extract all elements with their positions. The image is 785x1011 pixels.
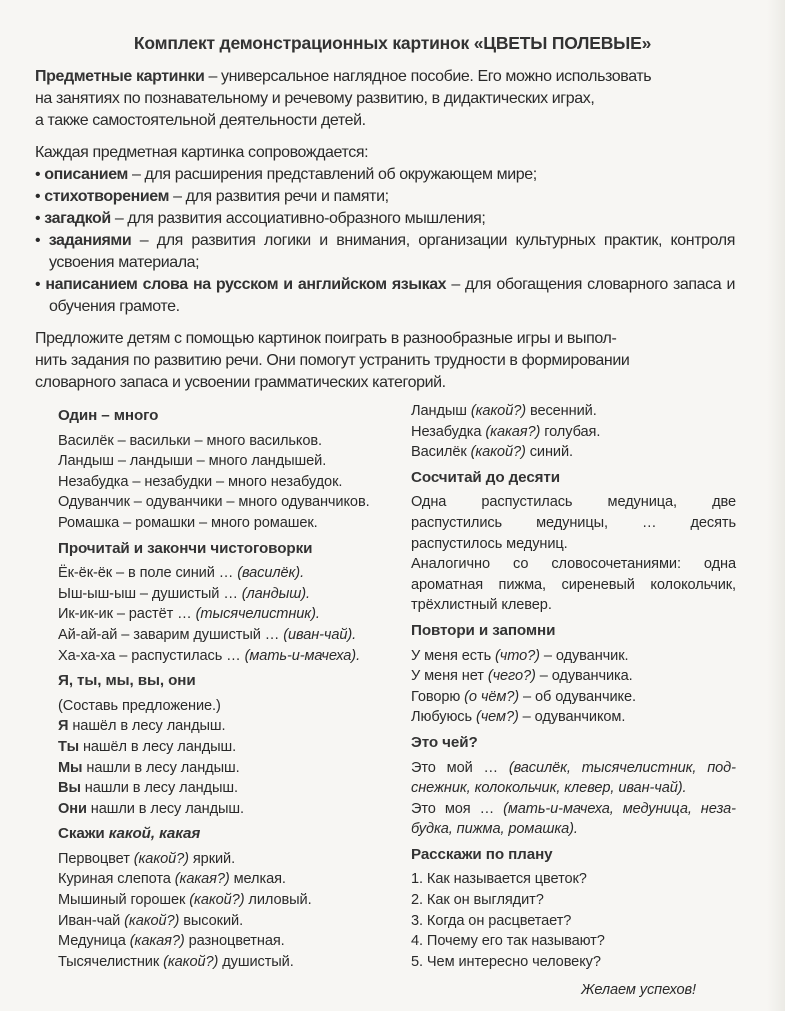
text-segment: • <box>35 188 45 205</box>
exercise-line <box>411 442 736 463</box>
bold-text: описанием <box>44 166 128 183</box>
bold-text: Вы <box>58 780 81 797</box>
exercise-line <box>58 625 398 646</box>
suggestion-paragraph <box>35 328 735 394</box>
text-segment: Медуница <box>58 933 130 950</box>
exercise-line <box>58 563 398 584</box>
exercise-line <box>411 554 736 616</box>
text-segment: 1. Как называется цветок? <box>411 871 587 888</box>
exercise-line <box>58 716 398 737</box>
bold-text: Предметные картинки <box>35 68 205 85</box>
section-heading <box>58 539 398 560</box>
text-segment: 5. Чем интересно человеку? <box>411 953 601 970</box>
exercise-line <box>58 931 398 952</box>
exercise-line <box>58 758 398 779</box>
text-segment: 3. Когда он расцветает? <box>411 912 572 929</box>
text-segment: Ромашка – ромашки – много ромашек. <box>58 514 318 531</box>
exercise-section <box>411 401 736 463</box>
text-segment: Предложите детям с помощью картинок поиграть в разнообразные игры и выпол- <box>35 330 617 347</box>
exercise-line <box>411 646 736 667</box>
italic-text: (какой?) <box>124 912 180 929</box>
text-segment: • <box>35 232 49 249</box>
text-segment: Куриная слепота <box>58 871 175 888</box>
text-segment: Одна распустилась медуница, две распустились медуницы, … десять распустилось медуниц. <box>411 494 736 552</box>
text-segment: синий. <box>525 444 573 461</box>
exercise-section <box>411 845 736 973</box>
text-segment: 2. Как он выглядит? <box>411 892 544 909</box>
text-segment: Первоцвет <box>58 850 134 867</box>
italic-text: (какая?) <box>485 423 541 440</box>
exercise-line <box>58 604 398 625</box>
bold-text: заданиями <box>48 232 132 249</box>
text-segment: (Составь предложение.) <box>58 697 221 714</box>
text-segment: нашёл в лесу ландыш. <box>68 718 226 735</box>
text-segment: высокий. <box>179 912 244 929</box>
italic-text: (какой?) <box>133 850 189 867</box>
exercise-section <box>58 539 398 667</box>
text-segment: Говорю <box>411 688 465 705</box>
text-segment: У меня есть <box>411 647 496 664</box>
left-column <box>58 406 398 972</box>
text-line <box>35 372 735 394</box>
features-list <box>35 142 735 318</box>
exercise-section <box>411 733 736 840</box>
exercise-line <box>58 799 398 820</box>
text-segment: Аналогично со словосочетаниями: одна ароматная пижма, сиреневый колокольчик, трёхлистный клевер. <box>411 556 736 614</box>
italic-text: (какой?) <box>470 444 526 461</box>
bold-text: Они <box>58 800 87 817</box>
text-segment: Ыш-ыш-ыш – душистый … <box>58 585 242 602</box>
text-segment: Ландыш – ландыши – много ландышей. <box>58 453 327 470</box>
text-segment: 4. Почему его так называют? <box>411 933 605 950</box>
text-line <box>35 328 735 350</box>
text-segment: яркий. <box>188 850 236 867</box>
italic-text: (о чём?) <box>464 688 520 705</box>
text-segment: нашли в лесу ландыш. <box>82 759 240 776</box>
text-line <box>35 110 735 132</box>
text-segment: Это мой … <box>411 759 509 776</box>
exercise-line <box>411 492 736 554</box>
exercise-line <box>58 869 398 890</box>
text-segment: весенний. <box>526 403 597 419</box>
exercise-line <box>58 952 398 973</box>
bullet-item <box>35 186 735 208</box>
exercise-line <box>411 911 736 932</box>
text-line <box>35 66 735 88</box>
intro-paragraph <box>35 66 735 132</box>
exercise-line <box>58 890 398 911</box>
page-body <box>0 54 785 1011</box>
right-column <box>411 401 736 1001</box>
text-segment: – универсальное наглядное пособие. Его можно использовать <box>204 68 652 85</box>
text-segment: У меня нет <box>411 668 488 685</box>
section-heading <box>58 406 398 427</box>
exercise-line <box>411 799 736 840</box>
text-segment: Незабудка – незабудки – много незабудок. <box>58 473 343 490</box>
italic-text: (ландыш). <box>241 585 310 602</box>
exercise-line <box>58 696 398 717</box>
exercise-line <box>58 472 398 493</box>
text-segment: Ёк-ёк-ёк – в поле синий … <box>58 565 238 582</box>
exercise-line <box>58 646 398 667</box>
italic-text: (какой?) <box>189 892 245 909</box>
bold-text: Я <box>58 718 69 735</box>
exercise-line <box>58 513 398 534</box>
text-segment: • <box>35 166 45 183</box>
text-segment: мелкая. <box>229 871 286 888</box>
exercise-line <box>411 401 736 422</box>
text-segment: нашёл в лесу ландыш. <box>79 738 237 755</box>
italic-text: (тысячелистник). <box>195 606 320 623</box>
italic-text: (что?) <box>495 647 540 664</box>
italic-text: (василёк). <box>237 565 305 582</box>
text-segment: нить задания по развитию речи. Они помогут устранить трудности в формировании <box>35 352 630 369</box>
bold-text: загадкой <box>44 210 111 227</box>
text-segment: разноцветная. <box>184 933 285 950</box>
text-segment: Повтори и запомни <box>411 621 556 639</box>
italic-text: (какой?) <box>470 403 526 419</box>
text-segment: Любуюсь <box>411 709 476 726</box>
text-segment: нашли в лесу ландыш. <box>86 800 244 817</box>
text-segment: Василёк <box>411 444 471 461</box>
bold-text: Ты <box>58 738 79 755</box>
italic-text: какой, какая <box>108 825 201 843</box>
italic-text: (чего?) <box>487 668 536 685</box>
bullet-item <box>35 208 735 230</box>
text-segment: Незабудка <box>411 423 486 440</box>
text-segment: нашли в лесу ландыш. <box>80 780 238 797</box>
text-segment: • <box>35 210 45 227</box>
italic-text: (какой?) <box>163 953 219 970</box>
text-segment: – одуванчиком. <box>518 709 626 726</box>
text-segment: Скажи <box>58 825 109 843</box>
text-segment: – одуванчик. <box>539 647 629 664</box>
text-segment: Одуванчик – одуванчики – много одуванчиков. <box>58 494 370 511</box>
text-segment: Сосчитай до десяти <box>411 468 560 486</box>
italic-text: (какая?) <box>129 933 185 950</box>
exercise-line <box>411 869 736 890</box>
exercise-line <box>411 952 736 973</box>
text-segment: лиловый. <box>244 892 312 909</box>
italic-text: (мать-и-мачеха). <box>244 647 361 664</box>
exercise-line <box>411 687 736 708</box>
text-segment: – об одуванчике. <box>519 688 636 705</box>
section-heading <box>411 621 736 642</box>
text-segment: – для развития речи и памяти; <box>169 188 389 205</box>
exercise-line <box>58 584 398 605</box>
bold-text: Мы <box>58 759 83 776</box>
text-segment: Это моя … <box>411 800 504 817</box>
section-heading <box>58 824 398 845</box>
text-segment: Иван-чай <box>58 912 125 929</box>
text-segment: Ик-ик-ик – растёт … <box>58 606 196 623</box>
text-segment: словарного запаса и усвоении грамматических категорий. <box>35 374 446 391</box>
text-segment: • <box>35 276 46 293</box>
exercise-section <box>411 621 736 728</box>
exercise-line <box>58 737 398 758</box>
text-segment: Расскажи по плану <box>411 845 553 863</box>
text-segment: голубая. <box>540 423 601 440</box>
exercise-line <box>411 758 736 799</box>
text-segment: на занятиях по познавательному и речевому развитию, в дидактических играх, <box>35 90 595 107</box>
section-heading <box>411 733 736 754</box>
italic-text: (какая?) <box>174 871 230 888</box>
bullet-item <box>35 230 735 274</box>
text-segment: Василёк – васильки – много васильков. <box>58 432 323 449</box>
section-heading <box>58 671 398 692</box>
text-segment: Каждая предметная картинка сопровождается: <box>35 144 369 161</box>
exercise-line <box>411 890 736 911</box>
exercise-line <box>411 707 736 728</box>
text-segment: – одуванчика. <box>535 668 633 685</box>
exercise-line <box>411 931 736 952</box>
exercise-line <box>58 911 398 932</box>
bullet-item <box>35 274 735 318</box>
exercise-line <box>58 778 398 799</box>
exercise-section <box>411 468 736 616</box>
text-segment: Один – много <box>58 407 159 424</box>
text-segment: – для обогащения словарного запаса и обучения грамоте. <box>49 276 735 315</box>
section-heading <box>411 468 736 489</box>
italic-text: (иван-чай). <box>283 626 357 643</box>
text-segment: – для расширения представлений об окружающем мире; <box>127 166 537 183</box>
exercise-line <box>411 422 736 443</box>
bold-text: написанием слова на русском и английском языках <box>45 276 447 293</box>
closing-wish: Желаем успехов! <box>581 982 696 999</box>
italic-text: (мать-и-мачеха, медуница, незабудка, пижма, ромашка). <box>411 800 737 838</box>
italic-text: (чем?) <box>475 709 519 726</box>
page-title: Комплект демонстрационных картинок «ЦВЕТЫ ПОЛЕВЫЕ» <box>133 33 652 53</box>
exercise-line <box>58 492 398 513</box>
exercise-section <box>58 671 398 819</box>
text-line <box>35 88 735 110</box>
text-segment: Тысячелистник <box>58 953 164 970</box>
text-line <box>35 142 735 164</box>
text-segment: Мышиный горошек <box>58 892 190 909</box>
text-segment: Это чей? <box>411 733 478 751</box>
text-line <box>35 350 735 372</box>
text-segment: – для развития ассоциативно-образного мышления; <box>110 210 486 227</box>
text-segment: – для развития логики и внимания, организации культурных практик, контроля усвоения материала; <box>49 232 735 271</box>
exercise-line <box>58 451 398 472</box>
text-segment: Ха-ха-ха – распустилась … <box>58 647 245 664</box>
text-segment: а также самостоятельной деятельности детей. <box>35 112 366 129</box>
bullet-item <box>35 164 735 186</box>
exercise-columns <box>35 403 737 1001</box>
exercise-line <box>58 431 398 452</box>
text-segment: Я, ты, мы, вы, они <box>58 672 196 690</box>
exercise-section <box>58 406 398 534</box>
text-segment: Ай-ай-ай – заварим душистый … <box>58 626 284 643</box>
text-segment: Прочитай и закончи чистоговорки <box>58 539 313 557</box>
text-segment: Ландыш <box>411 403 471 419</box>
exercise-line <box>411 666 736 687</box>
exercise-section <box>58 824 398 972</box>
italic-text: (василёк, тысячелистник, подснежник, колокольчик, клевер, иван-чай). <box>411 759 736 797</box>
exercise-line <box>58 849 398 870</box>
text-segment: душистый. <box>218 953 294 970</box>
bold-text: стихотворением <box>44 188 170 205</box>
section-heading <box>411 845 736 866</box>
